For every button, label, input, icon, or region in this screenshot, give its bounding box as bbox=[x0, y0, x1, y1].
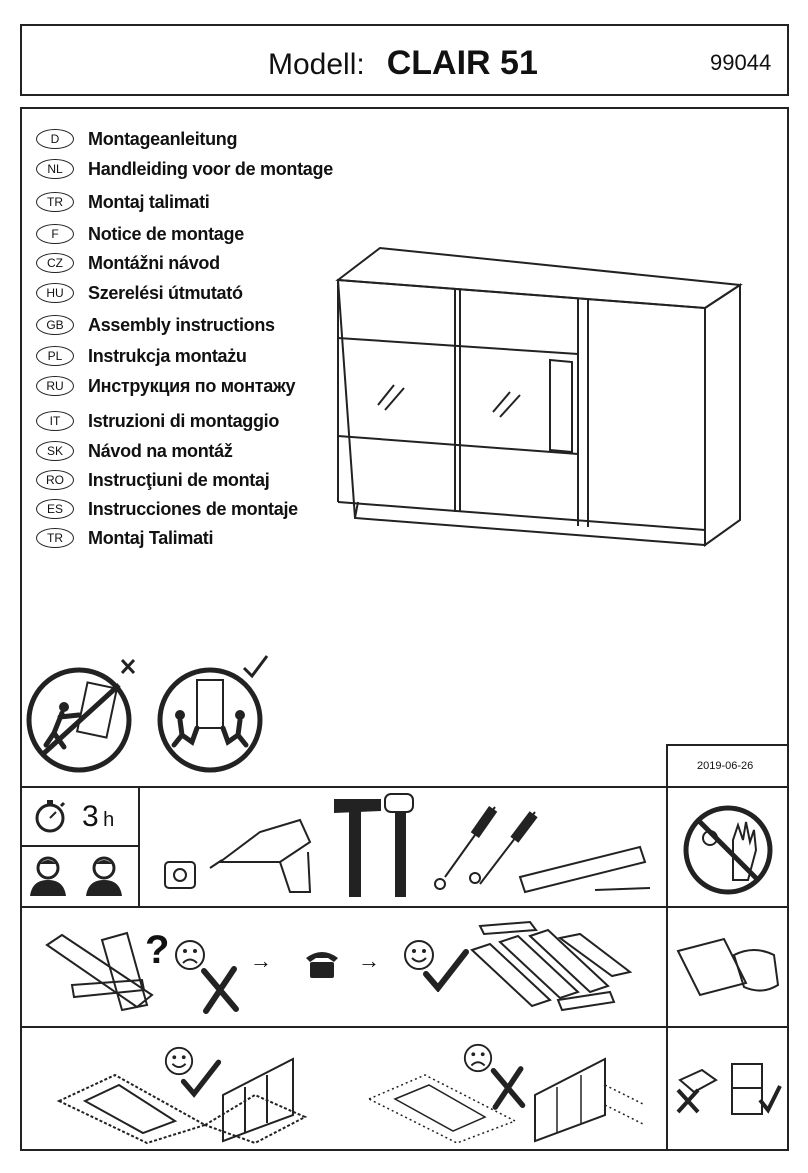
tools-bottom-line bbox=[20, 906, 789, 908]
check-icon bbox=[422, 948, 470, 992]
language-title: Montážni návod bbox=[88, 252, 220, 273]
language-item bbox=[36, 280, 243, 306]
hammer-icon bbox=[335, 800, 380, 896]
time-number: 3 bbox=[82, 800, 99, 833]
no-children-icon bbox=[678, 800, 778, 900]
language-item bbox=[36, 525, 213, 551]
language-code-badge: RO bbox=[36, 470, 74, 490]
date-top-line bbox=[666, 744, 789, 746]
time-unit: h bbox=[103, 809, 115, 831]
language-code-badge: TR bbox=[36, 192, 74, 212]
language-item bbox=[36, 467, 269, 493]
language-item bbox=[36, 189, 210, 215]
language-title: Handleiding voor de montage bbox=[88, 158, 333, 179]
question-mark: ? bbox=[145, 928, 170, 972]
model-title bbox=[268, 44, 538, 83]
mallet-icon bbox=[385, 794, 413, 896]
damaged-parts-icon bbox=[42, 925, 162, 1015]
language-title: Szerelési útmutató bbox=[88, 282, 243, 303]
language-code-badge: CZ bbox=[36, 253, 74, 273]
tools-right-divider bbox=[666, 786, 668, 1151]
packaging-protect-icon bbox=[674, 1050, 784, 1130]
language-item bbox=[36, 156, 333, 182]
language-item bbox=[36, 373, 295, 399]
language-item bbox=[36, 250, 220, 276]
tile-floor-wrong-icon bbox=[365, 1045, 655, 1145]
instructions-cleaning-icon bbox=[674, 925, 784, 1005]
language-title: Instrucciones de montaje bbox=[88, 498, 298, 519]
person-icon bbox=[28, 854, 68, 898]
spirit-level-icon bbox=[520, 847, 645, 892]
model-name: CLAIR 51 bbox=[386, 44, 538, 82]
carpet-correct-icon bbox=[55, 1045, 325, 1145]
language-title: Montageanleitung bbox=[88, 128, 238, 149]
language-code-badge: IT bbox=[36, 411, 74, 431]
language-title: Assembly instructions bbox=[88, 314, 275, 335]
language-title: Instrucţiuni de montaj bbox=[88, 469, 270, 490]
language-title: Istruzioni di montaggio bbox=[88, 410, 280, 431]
arrow-1: → bbox=[250, 948, 272, 973]
tools-mid-line bbox=[20, 845, 138, 847]
carry-correct-icon bbox=[152, 650, 277, 775]
language-code-badge: ES bbox=[36, 499, 74, 519]
language-code-badge: F bbox=[36, 224, 74, 244]
language-title: Montaj talimati bbox=[88, 191, 210, 212]
language-item bbox=[36, 126, 237, 152]
language-item bbox=[36, 496, 298, 522]
language-code-badge: SK bbox=[36, 441, 74, 461]
date-divider bbox=[666, 744, 668, 788]
cross-icon bbox=[198, 965, 242, 1015]
language-code-badge: TR bbox=[36, 528, 74, 548]
tools-left-divider bbox=[138, 786, 140, 908]
arrow-2: → bbox=[358, 948, 380, 973]
language-code-badge: RU bbox=[36, 376, 74, 396]
telephone-icon bbox=[302, 946, 342, 980]
person-icon bbox=[84, 854, 124, 898]
language-title: Instrukcja montażu bbox=[88, 345, 247, 366]
cabinet-illustration bbox=[330, 240, 750, 560]
language-title: Инструкция по монтажу bbox=[88, 375, 296, 396]
language-item bbox=[36, 343, 247, 369]
language-code-badge: HU bbox=[36, 283, 74, 303]
language-code-badge: PL bbox=[36, 346, 74, 366]
language-item bbox=[36, 312, 275, 338]
model-label: Modell: bbox=[268, 48, 365, 81]
tools-illustration bbox=[150, 792, 660, 902]
date-text: 2019-06-26 bbox=[697, 760, 754, 772]
language-code-badge: D bbox=[36, 129, 74, 149]
drill-icon bbox=[210, 820, 310, 892]
language-item bbox=[36, 438, 233, 464]
model-code: 99044 bbox=[710, 50, 772, 75]
language-title: Notice de montage bbox=[88, 223, 244, 244]
time-value bbox=[82, 800, 114, 834]
tools-top-line bbox=[20, 786, 789, 788]
language-title: Montaj Talimati bbox=[88, 527, 214, 548]
language-item bbox=[36, 221, 244, 247]
language-code-badge: GB bbox=[36, 315, 74, 335]
parts-layout-icon bbox=[470, 920, 640, 1018]
language-item bbox=[36, 408, 279, 434]
language-code-badge: NL bbox=[36, 159, 74, 179]
stopwatch-icon bbox=[32, 798, 68, 834]
carry-wrong-icon bbox=[24, 655, 144, 775]
tape-measure-icon bbox=[165, 862, 195, 888]
section3-line bbox=[20, 1026, 789, 1028]
language-title: Návod na montáž bbox=[88, 440, 233, 461]
